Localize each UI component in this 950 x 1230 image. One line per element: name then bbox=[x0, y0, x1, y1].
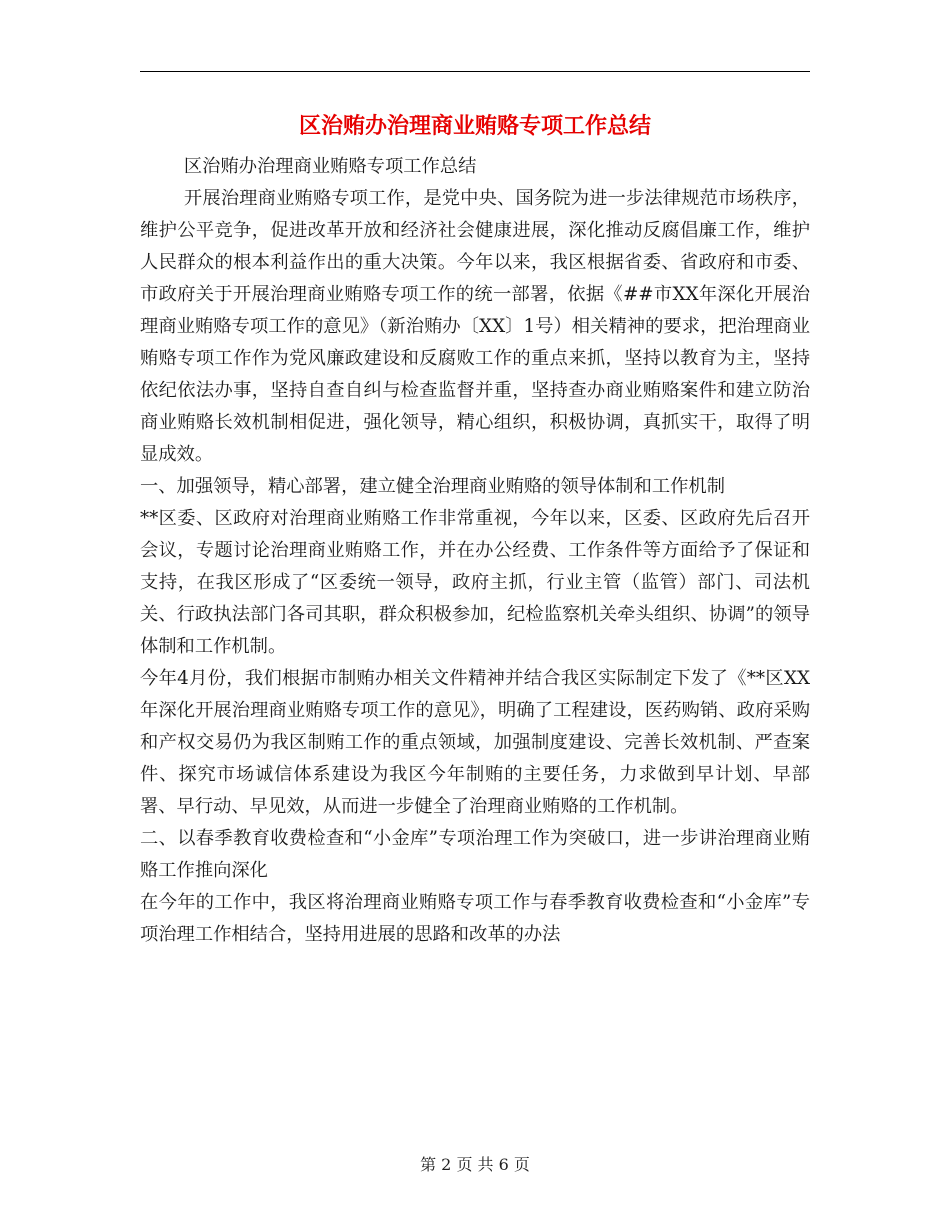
paragraph: **区委、区政府对治理商业贿赂工作非常重视，今年以来，区委、区政府先后召开会议，专题讨论治理商业贿赂工作，并在办公经费、工作条件等方面给予了保证和支持，在我区形成了“区委统一领导，政府主抓，行业主管（监管）部门、司法机关、行政执法部门各司其职，群众积极参加，纪检监察机关牵头组织、协调”的领导体制和工作机制。 bbox=[140, 508, 810, 657]
page-number: 第 2 页 共 6 页 bbox=[420, 1155, 530, 1174]
paragraph-intro: 开展治理商业贿赂专项工作，是党中央、国务院为进一步法律规范市场秩序，维护公平竞争，促进改革开放和经济社会健康进展，深化推动反腐倡廉工作，维护人民群众的根本利益作出的重大决策。今年以来，我区根据省委、省政府和市委、市政府关于开展治理商业贿赂专项工作的统一部署，依据《##市XX年深化开展治理商业贿赂专项工作的意见》（新治贿办〔XX〕1号）相关精神的要求，把治理商业贿赂专项工作作为党风廉政建设和反腐败工作的重点来抓，坚持以教育为主，坚持依纪依法办事，坚持自查自纠与检查监督并重，坚持查办商业贿赂案件和建立防治商业贿赂长效机制相促进，强化领导，精心组织，积极协调，真抓实干，取得了明显成效。 bbox=[140, 188, 810, 465]
document-body bbox=[140, 151, 810, 951]
paragraph: 今年4月份，我们根据市制贿办相关文件精神并结合我区实际制定下发了《**区XX年深化开展治理商业贿赂专项工作的意见》，明确了工程建设，医药购销、政府采购和产权交易仍为我区制贿工作的重点领域，加强制度建设、完善长效机制、严查案件、探究市场诚信体系建设为我区今年制贿的主要任务，力求做到早计划、早部署、早行动、早见效，从而进一步健全了治理商业贿赂的工作机制。 bbox=[140, 668, 810, 817]
header-rule bbox=[140, 71, 810, 72]
paragraph: 在今年的工作中，我区将治理商业贿赂专项工作与春季教育收费检查和“小金库”专项治理工作相结合，坚持用进展的思路和改革的办法 bbox=[140, 892, 810, 945]
section-heading-2: 二、以春季教育收费检查和“小金库”专项治理工作为突破口，进一步讲治理商业贿赂工作推向深化 bbox=[140, 828, 810, 881]
section-heading-1: 一、加强领导，精心部署，建立健全治理商业贿赂的领导体制和工作机制 bbox=[140, 476, 725, 497]
document-subtitle: 区治贿办治理商业贿赂专项工作总结 bbox=[183, 156, 477, 177]
document-title: 区治贿办治理商业贿赂专项工作总结 bbox=[298, 113, 651, 139]
